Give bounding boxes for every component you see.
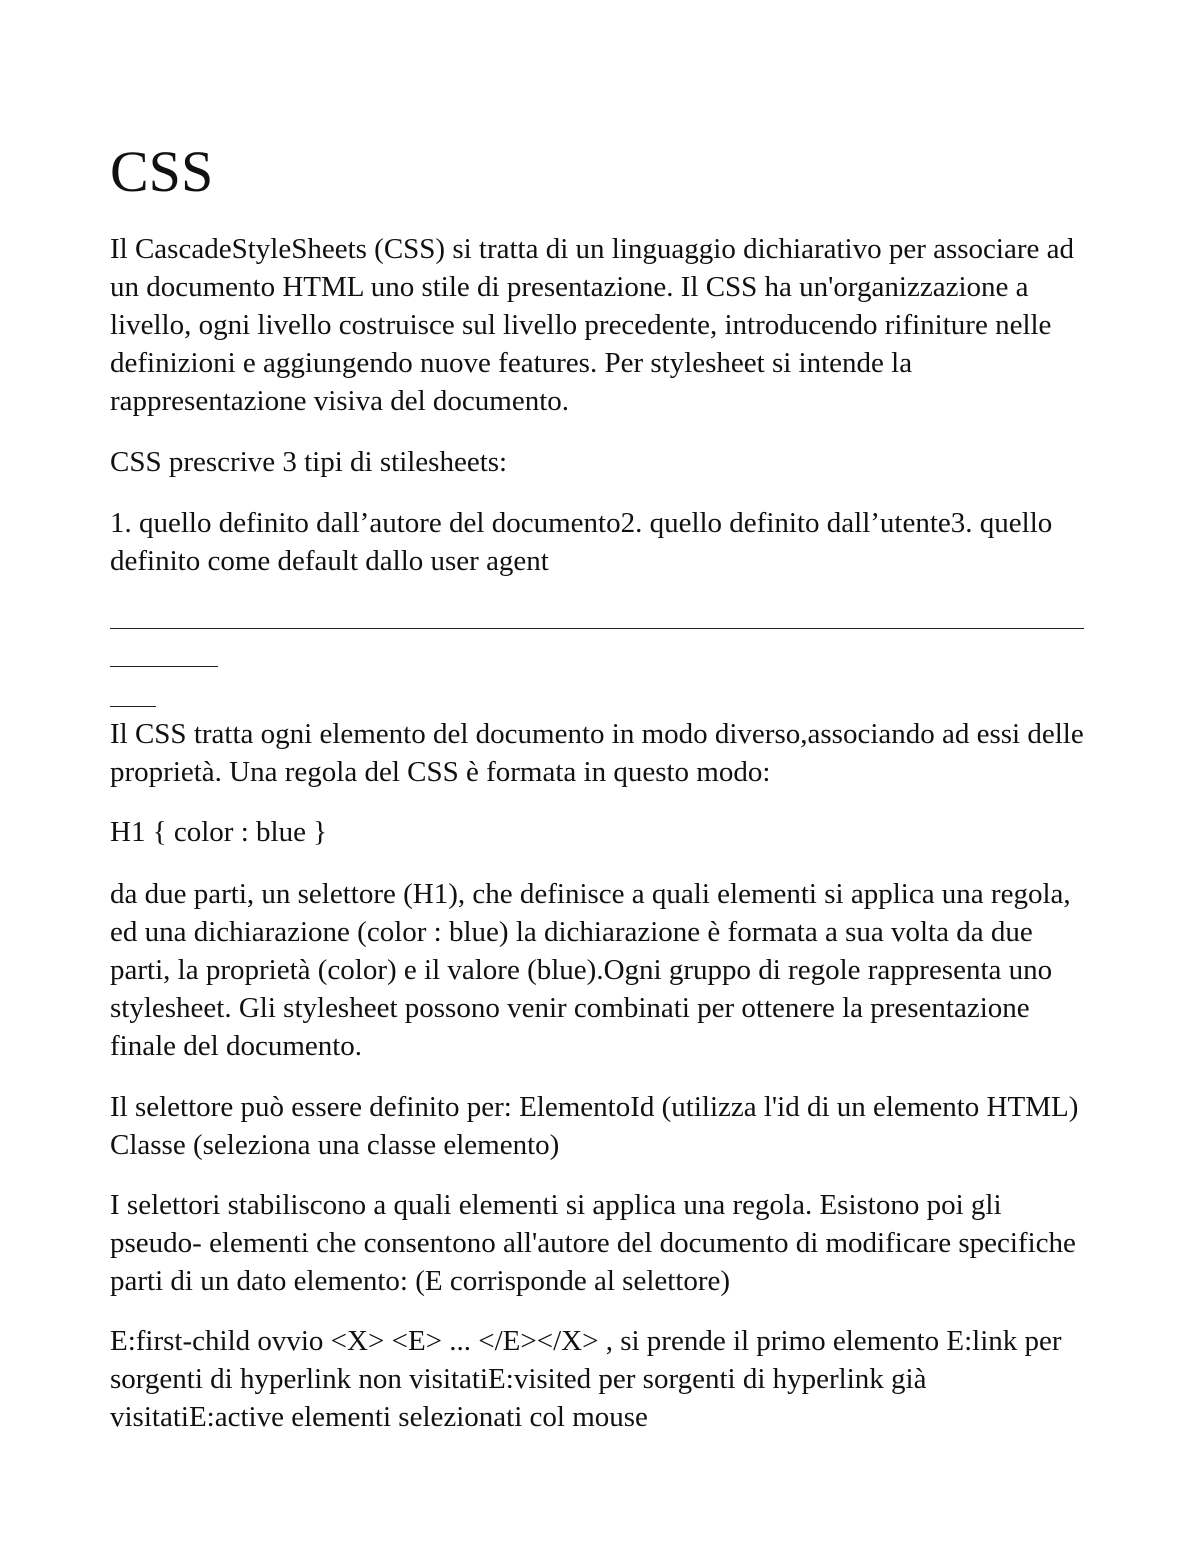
paragraph-pseudo: I selettori stabiliscono a quali elementi si applica una regola. Esistono poi gli pseudo- elementi che consentono all'autore del documento di modificare specifiche parti di un dato elemento: (E corrisponde al selettore) xyxy=(110,1189,1076,1297)
paragraph-intro: Il CascadeStyleSheets (CSS) si tratta di un linguaggio dichiarativo per associare ad un documento HTML uno stile di presentazione. Il CSS ha un'organizzazione a livello, ogni livello costruisce sul livello precedente, introducendo rifiniture nelle definizioni e aggiungendo nuove features. Per stylesheet si intende la rappresentazione visiva del documento. xyxy=(110,233,1075,417)
paragraph-selector-def: Il selettore può essere definito per: ElementoId (utilizza l'id di un elemento HTML) Classe (seleziona una classe elemento) xyxy=(110,1091,1079,1161)
paragraph-elements: Il CSS tratta ogni elemento del documento in modo diverso,associando ad essi delle proprietà. Una regola del CSS è formata in questo modo: xyxy=(110,718,1084,788)
paragraph-types-intro: CSS prescrive 3 tipi di stilesheets: xyxy=(110,446,508,478)
paragraph-rule-parts: da due parti, un selettore (H1), che definisce a quali elementi si applica una regola, ed una dichiarazione (color : blue) la dichiarazione è formata a sua volta da due parti, la proprietà (color) e il valore (blue).Ogni gruppo di regole rappresenta uno stylesheet. Gli stylesheet possono venir combinati per ottenere la presentazione finale del documento. xyxy=(110,878,1071,1062)
paragraph-example-rule: H1 { color : blue } xyxy=(110,816,328,848)
paragraph-pseudo-list: E:first-child ovvio <X> <E> ... </E></X> , si prende il primo elemento E:link per sorgenti di hyperlink non visitatiE:visited per sorgenti di hyperlink già visitatiE:active elementi selezionati col mouse xyxy=(110,1325,1062,1433)
horizontal-rule-end xyxy=(110,706,156,707)
horizontal-rule-continuation xyxy=(110,666,218,667)
page-title: CSS xyxy=(110,139,214,204)
horizontal-rule xyxy=(110,628,1084,629)
paragraph-types-list: 1. quello definito dall’autore del documento2. quello definito dall’utente3. quello definito come default dallo user agent xyxy=(110,507,1053,577)
